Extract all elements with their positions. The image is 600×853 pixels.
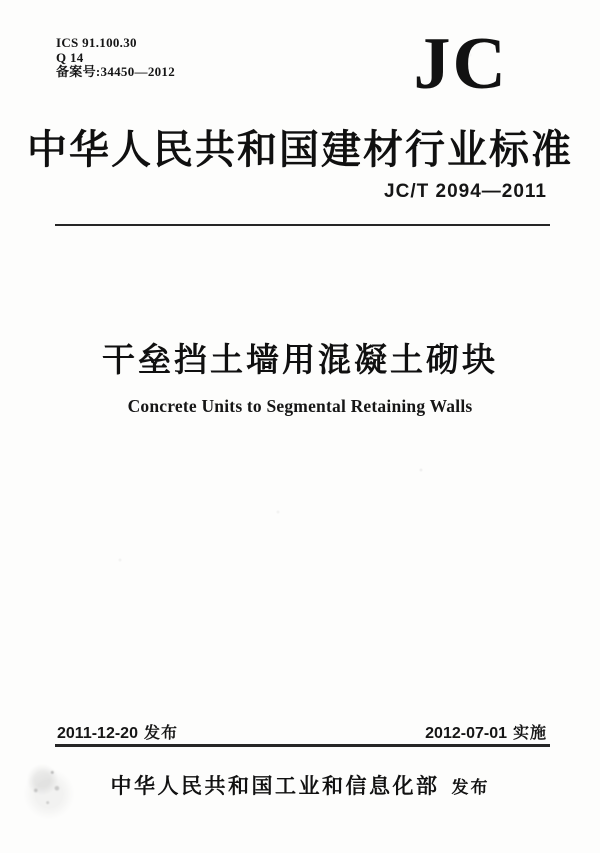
publisher-line (0, 770, 600, 800)
footer-divider (55, 744, 550, 747)
issue-date-group (57, 720, 178, 743)
publisher-action-label: 发布 (451, 778, 490, 797)
meta-block (56, 36, 175, 80)
header-divider (55, 224, 550, 226)
implementation-label: 实施 (512, 725, 547, 742)
publisher-name: 中华人民共和国工业和信息化部 (110, 774, 440, 798)
dates-row (57, 720, 547, 743)
issue-date: 2011-12-20 (57, 725, 138, 742)
jc-logo: JC (413, 23, 508, 105)
classification-code: Q 14 (56, 49, 84, 65)
record-number: 备案号:34450—2012 (56, 64, 176, 79)
issue-label: 发布 (143, 725, 178, 742)
standard-title-english: Concrete Units to Segmental Retaining Walls (127, 396, 473, 416)
standard-title-chinese: 干垒挡土墙用混凝土砌块 (102, 343, 498, 379)
ics-code: ICS 91.100.30 (56, 35, 137, 50)
stamp-smudge (16, 758, 82, 830)
implementation-date-group (425, 720, 547, 743)
implementation-date: 2012-07-01 (425, 725, 507, 742)
standard-code: JC/T 2094—2011 (384, 181, 547, 202)
standard-category-title: 中华人民共和国建材行业标准 (27, 127, 573, 172)
